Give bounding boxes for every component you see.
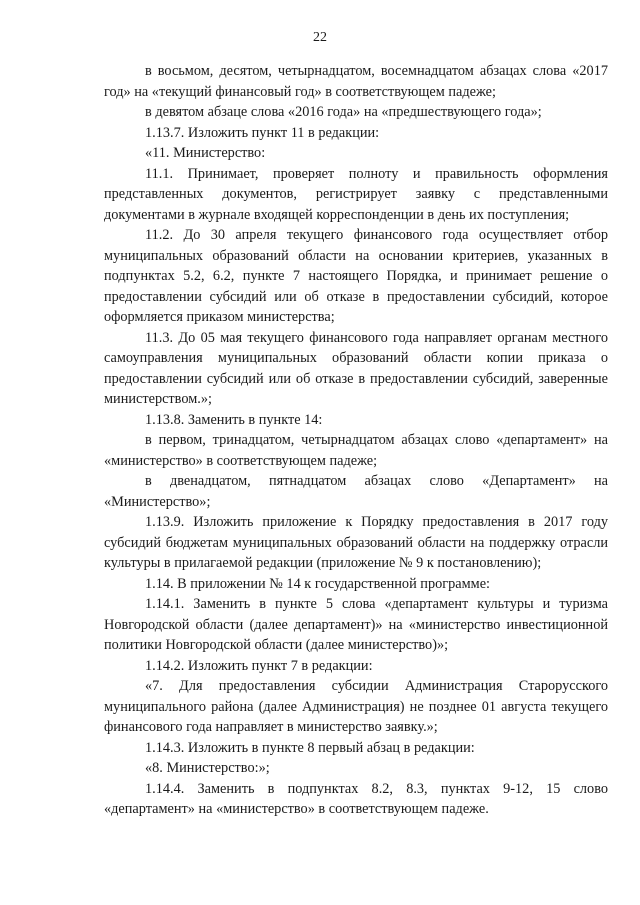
document-body [104,61,608,820]
paragraph: в девятом абзаце слова «2016 года» на «предшествующего года»; [145,104,542,120]
paragraph: 1.13.8. Заменить в пункте 14: [145,411,323,428]
paragraph: «7. Для предоставления субсидии Администрация Старорусского муниципального района (далее Администрация) не позднее 01 августа текущего финансового года направляет в министерство заявку.»; [104,678,608,735]
page-number: 22 [313,30,327,45]
paragraph: 11.1. Принимает, проверяет полноту и правильность оформления представленных документов, регистрирует заявку с представленными документами в журнале входящей корреспонденции в день их поступления; [104,165,608,223]
paragraph: в двенадцатом, пятнадцатом абзацах слово «Департамент» на «Министерство»; [104,473,608,510]
paragraph: 1.13.7. Изложить пункт 11 в редакции: [145,124,380,141]
paragraph: 11.2. До 30 апреля текущего финансового года осуществляет отбор муниципальных образований области на основании критериев, указанных в подпунктах 5.2, 6.2, пункте 7 настоящего Порядка, и принимает решение о предоставлении субсидий или об отказе в предоставлении субсидий, которое оформляется приказом министерства; [104,227,608,325]
paragraph: 11.3. До 05 мая текущего финансового года направляет органам местного самоуправления муниципальных образований области копии приказа о предоставлении субсидий или об отказе в предоставлении субсидий, заверенные министерством.»; [104,329,608,407]
paragraph: 1.14.1. Заменить в пункте 5 слова «департамент культуры и туризма Новгородской области (далее департамент)» на «министерство инвестиционной политики Новгородской области (далее министерство)»; [104,596,608,653]
paragraph: 1.13.9. Изложить приложение к Порядку предоставления в 2017 году субсидий бюджетам муниципальных образований области на поддержку отрасли культуры в прилагаемой редакции (приложение № 9 к постановлению); [104,514,608,571]
paragraph: «8. Министерство:»; [145,760,270,776]
paragraph: 1.14. В приложении № 14 к государственной программе: [145,575,491,592]
paragraph: «11. Министерство: [145,145,266,161]
paragraph: 1.14.4. Заменить в подпунктах 8.2, 8.3, пунктах 9-12, 15 слово «департамент» на «министерство» в соответствующем падеже. [104,780,608,817]
paragraph: 1.14.3. Изложить в пункте 8 первый абзац в редакции: [145,739,475,756]
paragraph: в восьмом, десятом, четырнадцатом, восемнадцатом абзацах слова «2017 год» на «текущий финансовый год» в соответствующем падеже; [104,63,608,100]
paragraph: 1.14.2. Изложить пункт 7 в редакции: [145,657,373,674]
paragraph: в первом, тринадцатом, четырнадцатом абзацах слово «департамент» на «министерство» в соответствующем падеже; [104,432,608,469]
